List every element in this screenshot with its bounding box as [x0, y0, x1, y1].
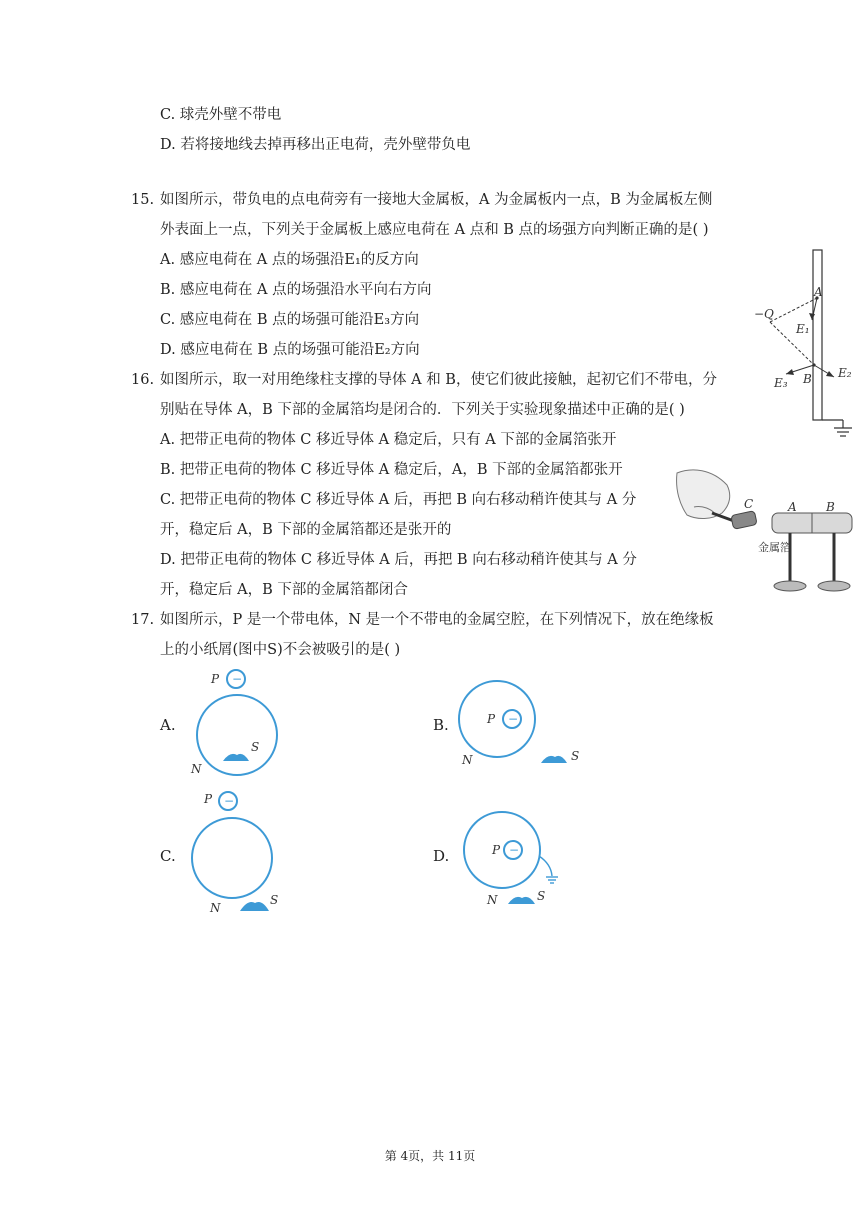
q17-c-minus: −: [224, 794, 235, 808]
q17-a-label-s: S: [251, 740, 260, 754]
q17-number: 17.: [131, 612, 155, 628]
q16-fig-label-b: B: [826, 500, 835, 514]
q15-number: 15.: [131, 192, 155, 208]
q16-stem-line2: 别贴在导体 A，B 下部的金属箔均是闭合的．下列关于实验现象描述中正确的是( ): [160, 402, 685, 418]
q15-fig-label-e2: E₂: [838, 366, 852, 380]
q17-b-label-n: N: [462, 753, 473, 767]
q15-option-a: A. 感应电荷在 A 点的场强沿E₁的反方向: [160, 252, 419, 268]
q17-figure-b: [455, 675, 595, 775]
prev-option-c: C. 球壳外壁不带电: [160, 107, 282, 123]
q17-d-minus: −: [509, 843, 520, 857]
q17-a-label-p: P: [211, 672, 220, 686]
q16-fig-label-c: C: [744, 497, 754, 511]
q16-stem-line1: 如图所示，取一对用绝缘柱支撑的导体 A 和 B，使它们彼此接触，起初它们不带电，分: [160, 372, 717, 388]
q16-option-b: B. 把带正电荷的物体 C 移近导体 A 稳定后，A，B 下部的金属箔都张开: [160, 462, 623, 478]
q15-fig-label-e1: E₁: [796, 322, 810, 336]
q16-fig-label-a: A: [788, 500, 797, 514]
q15-fig-label-q: −Q: [754, 307, 774, 321]
q17-option-d-label: D.: [433, 847, 450, 865]
q17-d-label-n: N: [487, 893, 498, 907]
q17-b-minus: −: [508, 712, 519, 726]
q17-option-b-label: B.: [433, 716, 449, 734]
q17-option-c-label: C.: [160, 847, 176, 865]
q17-a-minus: −: [232, 672, 243, 686]
q15-stem-line2: 外表面上一点，下列关于金属板上感应电荷在 A 点和 B 点的场强方向判断正确的是( ): [160, 222, 709, 238]
q15-option-c: C. 感应电荷在 B 点的场强可能沿E₃方向: [160, 312, 420, 328]
q15-fig-label-e3: E₃: [774, 376, 788, 390]
q15-fig-label-b: B: [803, 372, 812, 386]
q16-option-a: A. 把带正电荷的物体 C 移近导体 A 稳定后，只有 A 下部的金属箔张开: [160, 432, 617, 448]
q17-figure-c: [185, 787, 295, 917]
q17-c-label-n: N: [210, 901, 221, 915]
q15-fig-label-a: A: [814, 285, 823, 299]
q15-stem-line1: 如图所示，带负电的点电荷旁有一接地大金属板，A 为金属板内一点，B 为金属板左侧: [160, 192, 713, 208]
q16-fig-label-foil: 金属箔: [758, 541, 791, 554]
q17-stem-line1: 如图所示，P 是一个带电体，N 是一个不带电的金属空腔，在下列情况下，放在绝缘板: [160, 612, 714, 628]
q17-d-label-p: P: [492, 843, 501, 857]
q15-option-b: B. 感应电荷在 A 点的场强沿水平向右方向: [160, 282, 432, 298]
q16-option-d-line1: D. 把带正电荷的物体 C 移近导体 A 后，再把 B 向右移动稍许使其与 A 分: [160, 552, 637, 568]
page-footer: 第 4页，共 11页: [384, 1149, 476, 1163]
q17-b-label-p: P: [487, 712, 496, 726]
q17-b-label-s: S: [571, 749, 580, 763]
q16-figure: [672, 465, 857, 600]
q17-d-label-s: S: [537, 889, 546, 903]
q16-option-c-line1: C. 把带正电荷的物体 C 移近导体 A 后，再把 B 向右移动稍许使其与 A 分: [160, 492, 637, 508]
q15-figure: [750, 250, 860, 440]
q16-option-c-line2: 开，稳定后 A，B 下部的金属箔都还是张开的: [160, 522, 452, 538]
q17-c-label-s: S: [270, 893, 279, 907]
q16-number: 16.: [131, 372, 155, 388]
q16-option-d-line2: 开，稳定后 A，B 下部的金属箔都闭合: [160, 582, 408, 598]
q17-figure-a: [185, 665, 295, 780]
q17-a-label-n: N: [191, 762, 202, 776]
q17-figure-d: [455, 808, 595, 910]
q17-option-a-label: A.: [160, 716, 176, 734]
prev-option-d: D. 若将接地线去掉再移出正电荷，壳外壁带负电: [160, 137, 471, 153]
q15-option-d: D. 感应电荷在 B 点的场强可能沿E₂方向: [160, 342, 420, 358]
q17-c-label-p: P: [204, 792, 213, 806]
q17-stem-line2: 上的小纸屑(图中S)不会被吸引的是( ): [160, 642, 401, 658]
